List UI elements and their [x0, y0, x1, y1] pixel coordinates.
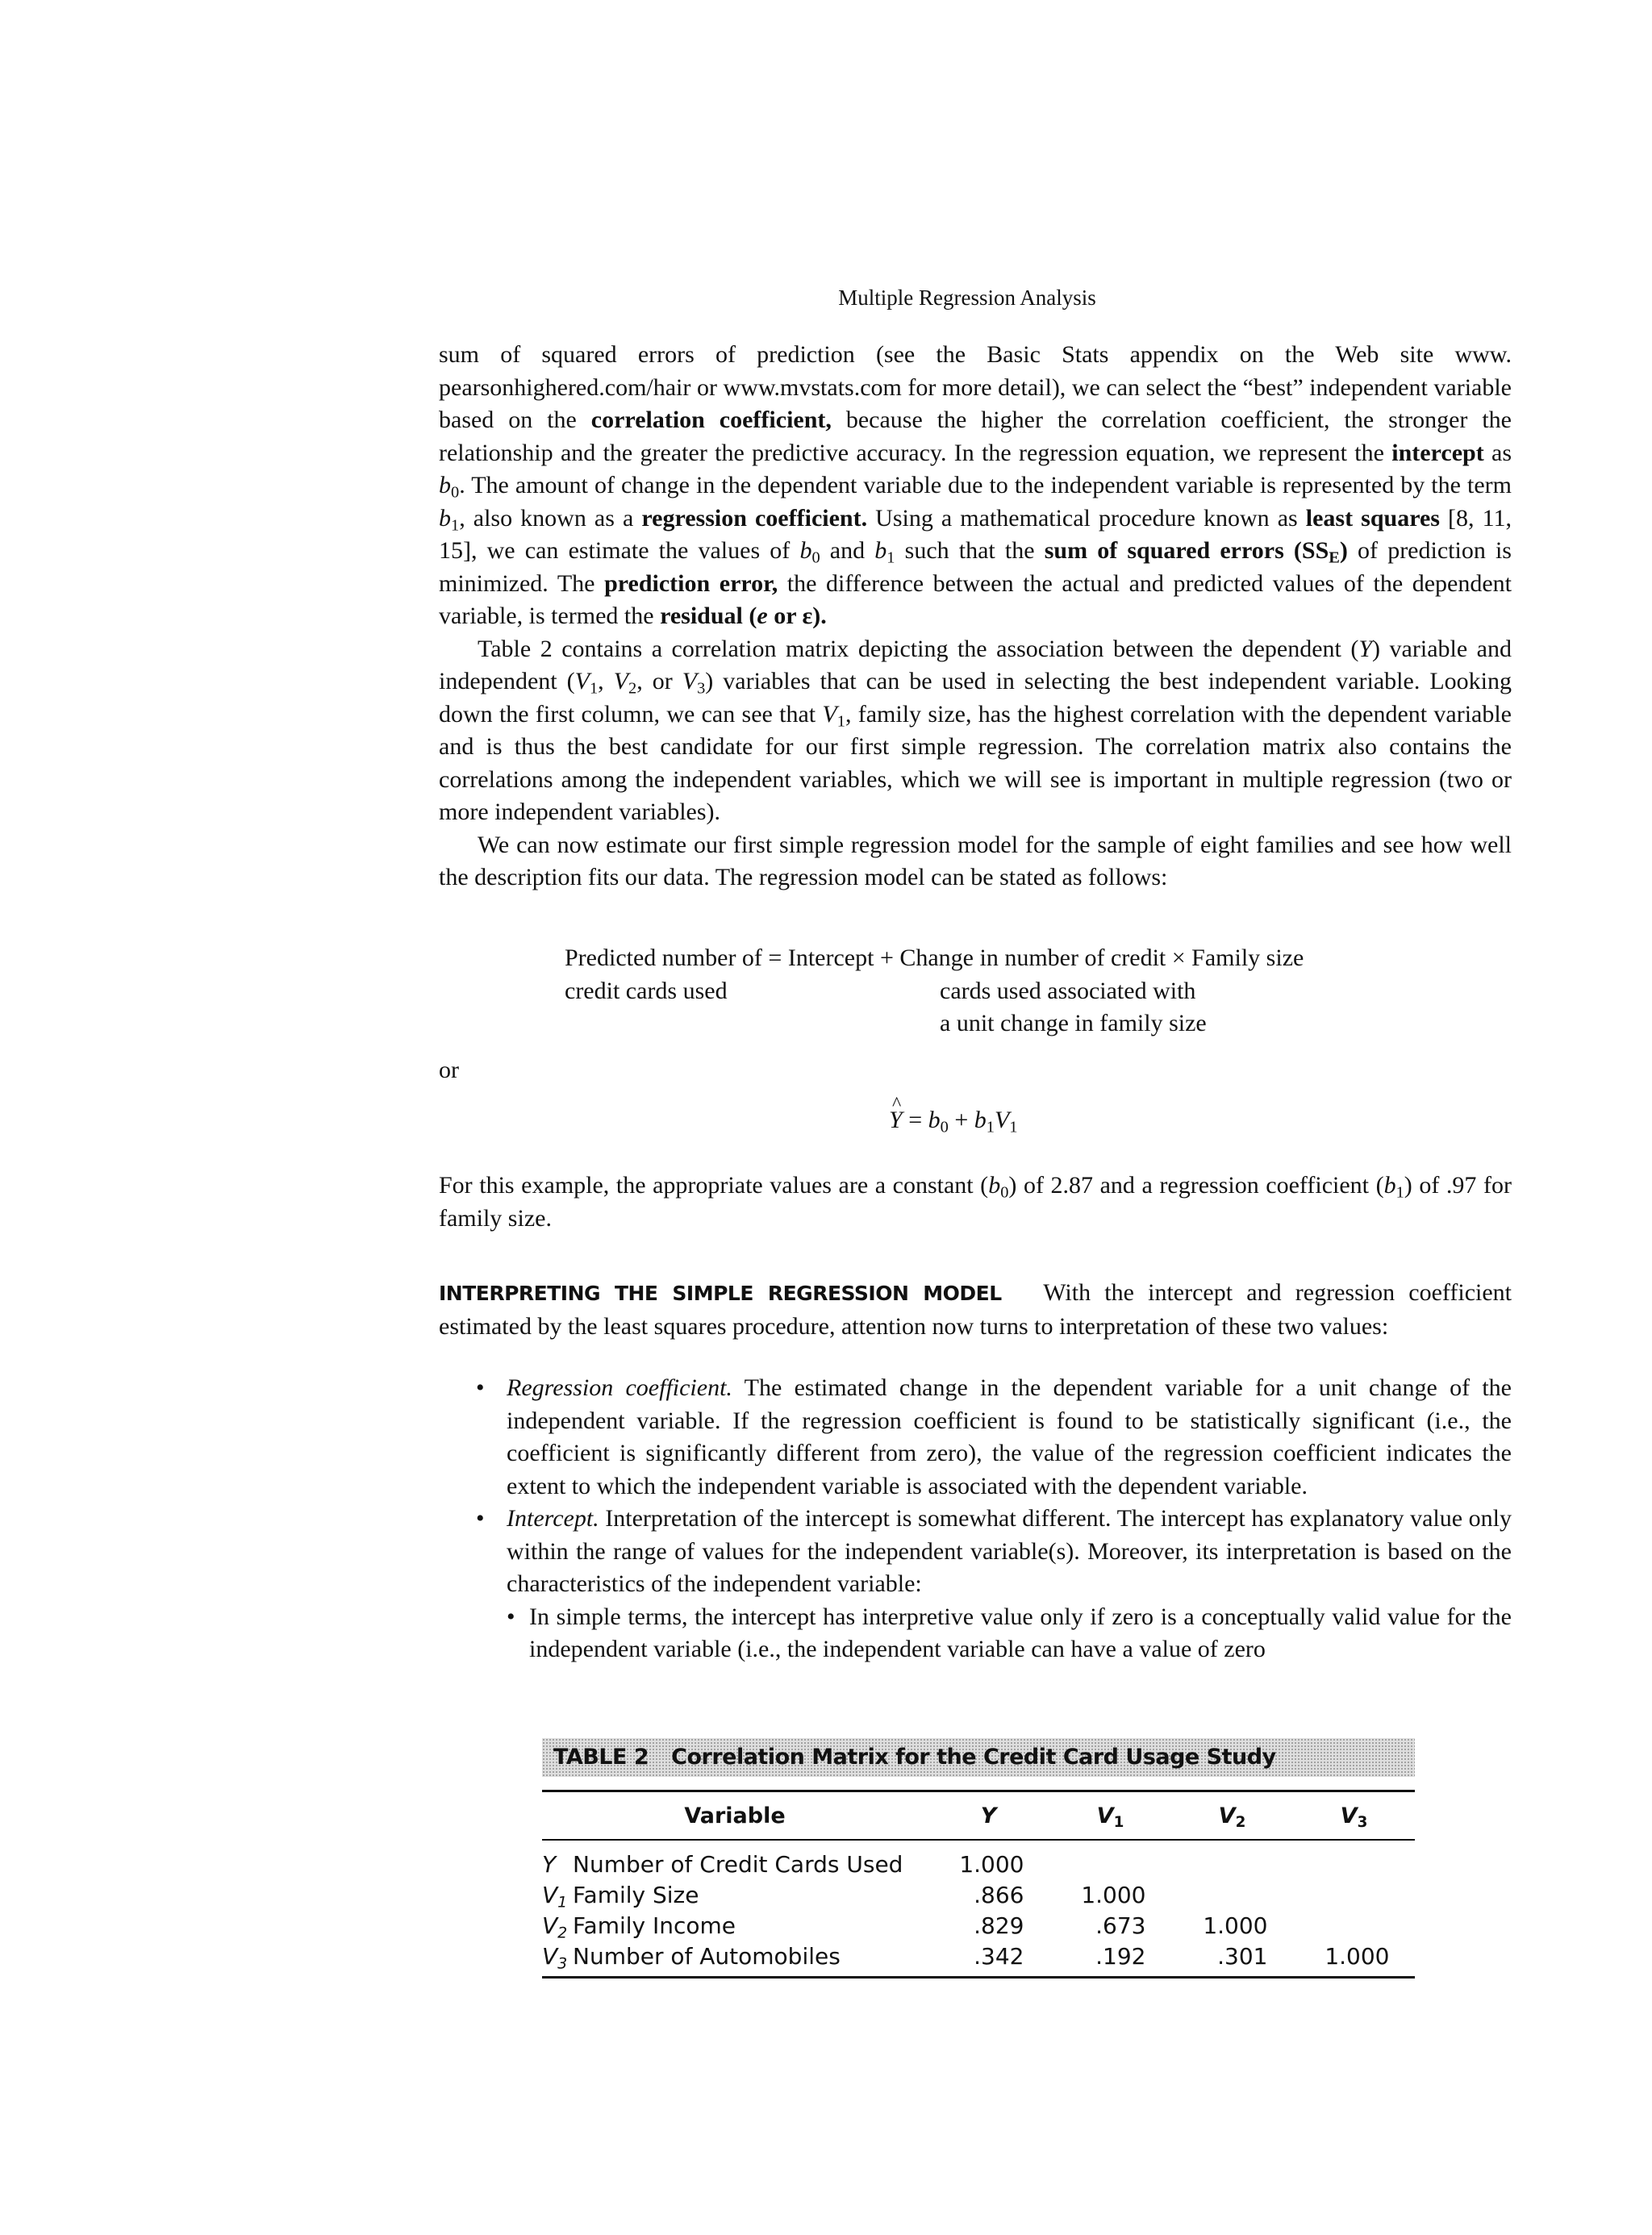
cell: .829: [974, 1912, 1024, 1939]
table-row: [542, 1879, 1415, 1910]
row-label: [542, 1910, 928, 1941]
correlation-table: [542, 1738, 1415, 1979]
row-symbol: Y: [542, 1850, 557, 1878]
bullet-text: Interpretation of the intercept is somewhat different. The intercept has explanatory value only within the range of values for the independent variable(s). Moreover, its interpretation is based on the characteristics of the independent variable:: [507, 1505, 1512, 1597]
sub-bullet-list: [439, 1601, 1512, 1666]
bullet-dot: •: [507, 1603, 515, 1630]
model-line-2-right: cards used associated with: [940, 977, 1196, 1004]
cell: [1293, 1879, 1415, 1910]
y-hat: ^ Y: [889, 1107, 903, 1134]
list-item: [439, 1372, 1512, 1503]
bullet-text: The estimated change in the dependent variable for a unit change of the independent variable. If the regression coefficient is found to be statistically significant (i.e., the coefficient is significantly different from zero), the value of the regression coefficient indicates the extent to which the independent variable is associated with the dependent variable.: [507, 1374, 1512, 1499]
row-name: Number of Automobiles: [573, 1942, 841, 1970]
bullet-term: Regression coefficient.: [507, 1374, 732, 1401]
bullet-dot: •: [476, 1505, 485, 1532]
eq-v1-sub: 1: [1009, 1118, 1018, 1136]
eq-b1-sub: 1: [986, 1118, 995, 1136]
section-heading: INTERPRETING THE SIMPLE REGRESSION MODEL: [439, 1282, 1002, 1305]
cell: 1.000: [1203, 1912, 1268, 1939]
eq-b1: b: [974, 1107, 987, 1133]
header-v2: [1171, 1792, 1293, 1839]
cell: 1.000: [1081, 1881, 1146, 1908]
table-title: Correlation Matrix for the Credit Card Usage Study: [671, 1745, 1276, 1770]
row-symbol: $V_3$: [542, 1942, 568, 1972]
paragraph-4: For this example, the appropriate values are a constant $(b_0)$ of 2.87 and a regression coefficient $(b_1)$ of .97 for family size.: [439, 1172, 1512, 1232]
table-row: [542, 1910, 1415, 1941]
section-intro: With the intercept and regression coefficient estimated by the least squares procedure, attention now turns to interpretation of these two values:: [439, 1279, 1512, 1340]
row-label: [542, 1941, 928, 1976]
eq-v1: V: [994, 1107, 1010, 1133]
table-label: TABLE 2: [553, 1745, 649, 1770]
cell: 1.000: [1325, 1942, 1390, 1970]
row-symbol: $V_1$: [542, 1881, 568, 1911]
model-line-1-text: Predicted number of = Intercept + Change in number of credit × Family size: [565, 944, 1304, 971]
bullet-dot: •: [476, 1374, 485, 1401]
row-label: [542, 1879, 928, 1910]
cell: .342: [974, 1942, 1024, 1970]
section-paragraph: [439, 1277, 1512, 1343]
body-text-lower: [439, 1170, 1512, 1666]
list-item: [439, 1503, 1512, 1666]
table-grid: [542, 1792, 1415, 1839]
header-variable: Variable: [684, 1803, 786, 1828]
eq-equals: =: [902, 1107, 928, 1133]
cell: [1049, 1841, 1171, 1879]
model-line-3-right: a unit change in family size: [940, 1010, 1207, 1036]
table-row: [542, 1841, 1415, 1879]
header-v1-sym: V: [1096, 1803, 1114, 1828]
header-v2-sub: 2: [1235, 1813, 1246, 1831]
bullet-term: Intercept.: [507, 1505, 599, 1532]
eq-b0-sub: 0: [940, 1118, 949, 1136]
table-body: [542, 1841, 1415, 1976]
cell: .301: [1217, 1942, 1268, 1970]
cell: [1171, 1879, 1293, 1910]
model-line-2-left: credit cards used: [565, 977, 728, 1004]
cell: .866: [974, 1881, 1024, 1908]
cell: .192: [1095, 1942, 1146, 1970]
header-v3: [1293, 1792, 1415, 1839]
header-y-text: Y: [980, 1803, 997, 1828]
paragraph-1: sum of squared errors of prediction (see the Basic Stats appendix on the Web site www. pearsonhighered.com/hair or www.mvstats.com for more detail), we can select the “best” independent variable based on the correlation coefficient, because the higher the correlation coefficient, the stronger the relationship and the greater the predictive accuracy. In the regression equation, we represent the intercept as $b_0$. The amount of change in the dependent variable due to the independent variable is represented by the term $b_1$, also known as a regression coefficient. Using a mathematical procedure known as least squares [8, 11, 15], we can estimate the values of $b_0$ and $b_1$ such that the sum of squared errors $(SS_E)$ of prediction is minimized. The prediction error, the difference between the actual and predicted values of the dependent variable, is termed the residual (e or ε).: [439, 341, 1512, 629]
row-name: Number of Credit Cards Used: [573, 1850, 903, 1878]
regression-equation: [889, 1107, 1017, 1134]
list-item: [439, 1601, 1512, 1666]
row-label: [542, 1841, 928, 1879]
row-symbol: $V_2$: [542, 1912, 568, 1941]
row-name: Family Income: [573, 1912, 736, 1939]
eq-plus: +: [948, 1107, 974, 1133]
header-v3-sym: V: [1340, 1803, 1358, 1828]
cell: .673: [1095, 1912, 1146, 1939]
table-row: [542, 1941, 1415, 1976]
table-bottom-rule: [542, 1976, 1415, 1979]
row-name: Family Size: [573, 1881, 699, 1908]
header-v1-sub: 1: [1113, 1813, 1124, 1831]
running-head: [0, 286, 1652, 311]
sub-bullet-text: In simple terms, the intercept has interpretive value only if zero is a conceptually valid value for the independent variable (i.e., the independent variable can have a value of zero: [529, 1603, 1512, 1662]
running-head-text: Multiple Regression Analysis: [838, 286, 1096, 310]
paragraph-3: We can now estimate our first simple regression model for the sample of eight families and see how well the description fits our data. The regression model can be stated as follows:: [439, 831, 1512, 890]
cell: 1.000: [959, 1850, 1024, 1878]
table-caption: [542, 1738, 1415, 1777]
body-text-upper: [439, 339, 1512, 894]
header-v3-sub: 3: [1357, 1813, 1368, 1831]
header-v1: [1049, 1792, 1171, 1839]
table-header-row: [542, 1792, 1415, 1839]
cell: [1171, 1841, 1293, 1879]
eq-b0: b: [928, 1107, 941, 1133]
header-v2-sym: V: [1218, 1803, 1236, 1828]
bullet-list: [439, 1372, 1512, 1666]
cell: [1293, 1841, 1415, 1879]
cell: [1293, 1910, 1415, 1941]
paragraph-2: Table 2 contains a correlation matrix depicting the association between the dependent (Y) variable and independent ($V_1$, $V_2$, or $V_3$) variables that can be used in selecting the best independent variable. Looking down the first column, we can see that $V_1$, family size, has the highest correlation with the dependent variable and is thus the best candidate for our first simple regression. The correlation matrix also contains the correlations among the independent variables, which we will see is important in multiple regression (two or more independent variables).: [439, 635, 1512, 825]
header-y: [928, 1792, 1049, 1839]
or-label: or: [439, 1057, 459, 1083]
